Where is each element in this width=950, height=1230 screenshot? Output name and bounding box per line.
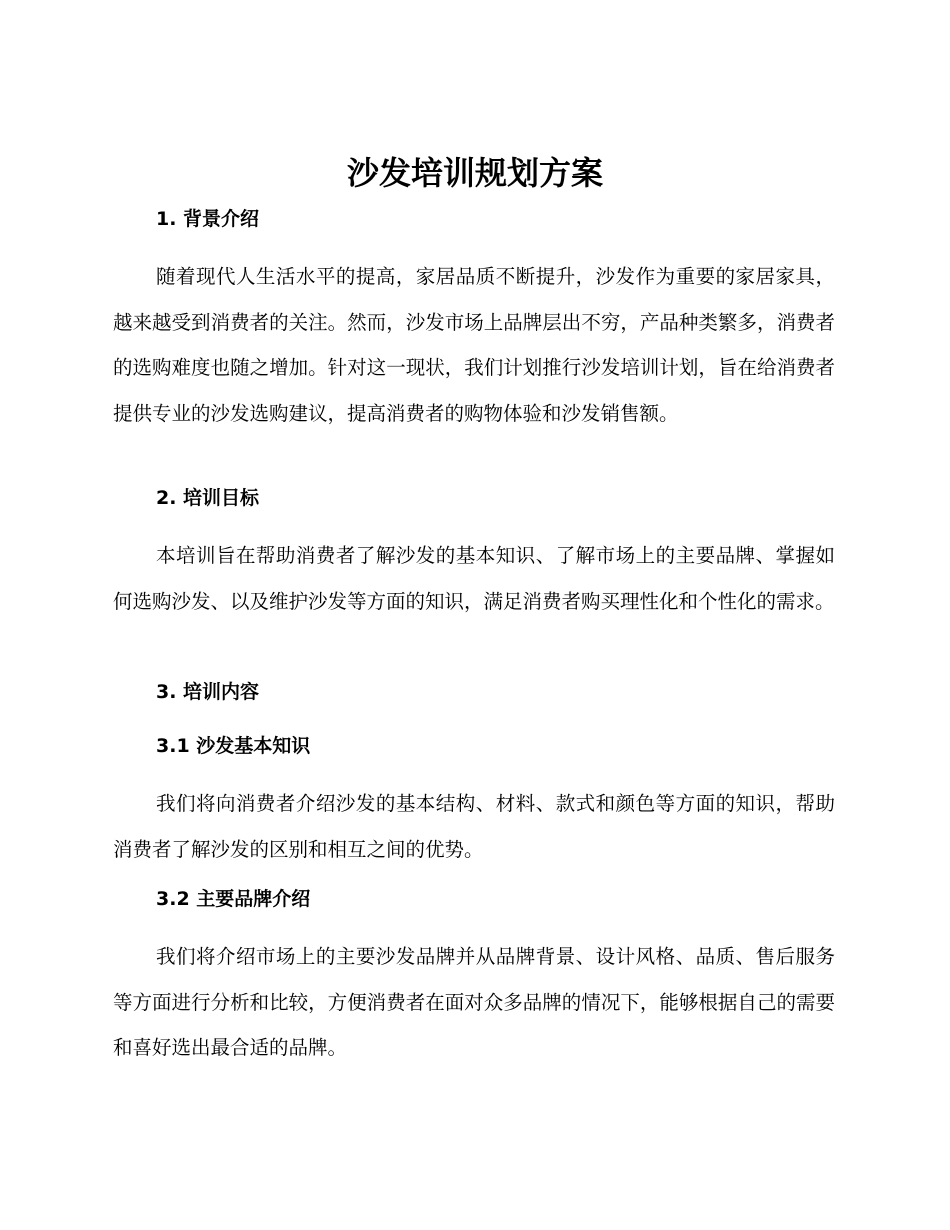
section-heading-content: 3. 培训内容: [156, 681, 260, 703]
section-heading-basics: 3.1 沙发基本知识: [156, 735, 311, 757]
section-body-brands: 我们将介绍市场上的主要沙发品牌并从品牌背景、设计风格、品质、售后服务等方面进行分析和比较，方便消费者在面对众多品牌的情况下，能够根据自己的需要和喜好选出最合适的品牌。: [113, 945, 835, 1059]
section-body-goals: 本培训旨在帮助消费者了解沙发的基本知识、了解市场上的主要品牌、掌握如何选购沙发、以及维护沙发等方面的知识，满足消费者购买理性化和个性化的需求。: [113, 544, 835, 613]
document-title: 沙发培训规划方案: [346, 154, 603, 192]
section-heading-goals: 2. 培训目标: [156, 487, 260, 509]
section-body-basics: 我们将向消费者介绍沙发的基本结构、材料、款式和颜色等方面的知识，帮助消费者了解沙发的区别和相互之间的优势。: [113, 792, 835, 861]
section-body-background: 随着现代人生活水平的提高，家居品质不断提升，沙发作为重要的家居家具，越来越受到消费者的关注。然而，沙发市场上品牌层出不穷，产品种类繁多，消费者的选购难度也随之增加。针对这一现状，我们计划推行沙发培训计划，旨在给消费者提供专业的沙发选购建议，提高消费者的购物体验和沙发销售额。: [113, 265, 835, 425]
section-heading-brands: 3.2 主要品牌介绍: [156, 888, 311, 910]
section-heading-background: 1. 背景介绍: [156, 208, 260, 230]
